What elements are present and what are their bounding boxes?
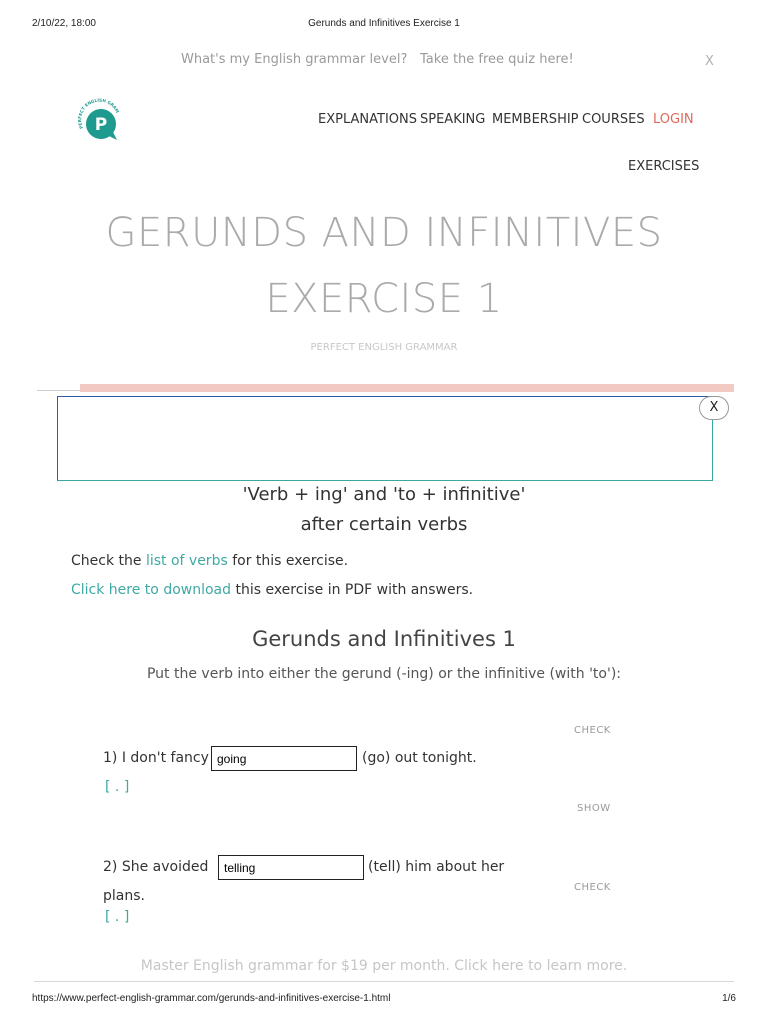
intro-line-1: 'Verb + ing' and 'to + infinitive' xyxy=(242,484,526,505)
intro-line-2: after certain verbs xyxy=(300,514,468,535)
question-1-hint: (go) out tonight. xyxy=(362,750,477,766)
download-paragraph xyxy=(71,582,473,598)
question-2-hint-cont: plans. xyxy=(103,888,145,904)
nav-membership[interactable]: MEMBERSHIP xyxy=(492,112,579,127)
site-logo[interactable] xyxy=(76,98,122,144)
logo-icon xyxy=(76,98,122,144)
nav-login[interactable]: LOGIN xyxy=(653,112,694,127)
ad-banner-strip[interactable] xyxy=(80,384,734,392)
nav-explanations[interactable]: EXPLANATIONS xyxy=(318,112,417,127)
footer-divider xyxy=(34,981,734,982)
ad-divider xyxy=(37,390,81,391)
check-button-2[interactable]: CHECK xyxy=(574,882,611,893)
page-title xyxy=(0,200,768,332)
print-page-number: 1/6 xyxy=(722,993,736,1004)
page-title-line2: EXERCISE 1 xyxy=(265,276,503,322)
verbs-list-pre: Check the xyxy=(71,553,146,569)
question-1-before: I don't fancy xyxy=(121,750,209,766)
verbs-list-post: for this exercise. xyxy=(227,553,349,569)
question-1-text xyxy=(103,750,209,766)
promo-close-button[interactable]: X xyxy=(705,54,714,69)
question-1-feedback[interactable]: [ . ] xyxy=(105,779,130,795)
exercise-title: Gerunds and Infinitives 1 xyxy=(252,627,516,651)
membership-promo-banner[interactable]: Master English grammar for $19 per month. Click here to learn more. xyxy=(140,958,628,974)
promo-bar xyxy=(0,52,768,72)
question-2-text xyxy=(103,859,208,875)
nav-exercises[interactable]: EXERCISES xyxy=(628,159,700,174)
nav-speaking[interactable]: SPEAKING xyxy=(420,112,486,127)
download-post: this exercise in PDF with answers. xyxy=(231,582,474,598)
promo-quiz-link[interactable]: Take the free quiz here! xyxy=(420,52,574,67)
question-2-before: She avoided xyxy=(121,859,209,875)
print-datetime: 2/10/22, 18:00 xyxy=(32,18,96,29)
exercise-instructions: Put the verb into either the gerund (-ing) or the infinitive (with 'to'): xyxy=(146,666,622,682)
answer-input-2[interactable] xyxy=(218,855,364,880)
list-of-verbs-link[interactable]: list of verbs xyxy=(145,553,228,569)
check-button-1[interactable]: CHECK xyxy=(574,725,611,736)
logo-arc-text: PERFECT ENGLISH GRAM xyxy=(77,98,121,130)
ad-frame[interactable] xyxy=(57,396,713,481)
show-button-1[interactable]: SHOW xyxy=(577,803,611,814)
question-2-number: 2) xyxy=(103,859,118,875)
page-subtitle: PERFECT ENGLISH GRAMMAR xyxy=(310,342,458,353)
logo-letter: P xyxy=(94,115,108,135)
nav-courses[interactable]: COURSES xyxy=(582,112,645,127)
question-1-number: 1) xyxy=(103,750,118,766)
verbs-list-paragraph xyxy=(71,553,348,569)
question-2-feedback[interactable]: [ . ] xyxy=(105,909,130,925)
print-doc-title: Gerunds and Infinitives Exercise 1 xyxy=(308,18,460,29)
promo-question: What's my English grammar level? xyxy=(181,52,408,67)
ad-close-button[interactable]: X xyxy=(699,396,729,420)
page-title-line1: GERUNDS AND INFINITIVES xyxy=(105,210,663,256)
print-url: https://www.perfect-english-grammar.com/gerunds-and-infinitives-exercise-1.html xyxy=(32,993,391,1004)
download-pdf-link[interactable]: Click here to download xyxy=(71,582,232,598)
answer-input-1[interactable] xyxy=(211,746,357,771)
question-2-hint: (tell) him about her xyxy=(368,859,505,875)
